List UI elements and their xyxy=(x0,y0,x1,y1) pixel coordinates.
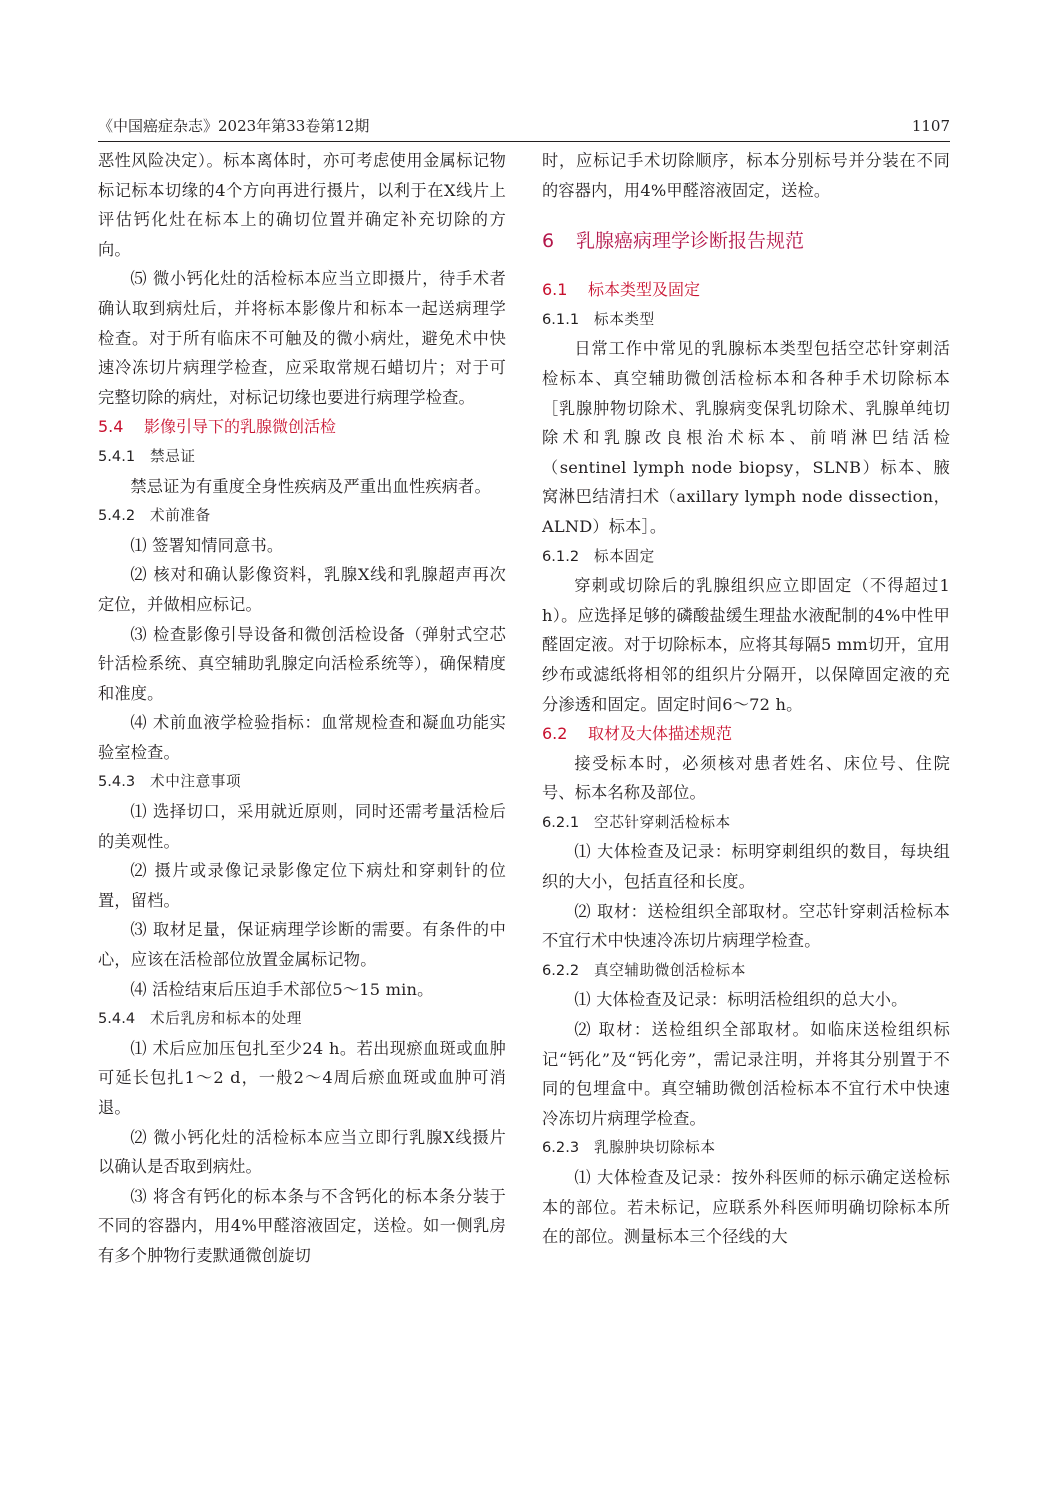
list-item: ⑴ 大体检查及记录：按外科医师的标示确定送检标本的部位。若未标记，应联系外科医师明确切除标本所在的部位。测量标本三个径线的大 xyxy=(542,1168,950,1247)
subsection-heading-5-4-3 xyxy=(98,767,506,797)
header-rule xyxy=(98,141,950,142)
subsection-title: 空芯针穿刺活检标本 xyxy=(594,813,731,831)
subsection-title: 标本固定 xyxy=(594,547,655,565)
subsection-heading-5-4-1 xyxy=(98,442,506,472)
subsection-heading-6-2-1 xyxy=(542,808,950,838)
subsection-number: 5.4.2 xyxy=(98,507,136,525)
subsection-title: 真空辅助微创活检标本 xyxy=(594,961,746,979)
section-title: 影像引导下的乳腺微创活检 xyxy=(144,417,337,437)
paragraph: 时，应标记手术切除顺序，标本分别标号并分装在不同的容器内，用4%甲醛溶液固定，送检。 xyxy=(542,151,950,200)
subsection-title: 术中注意事项 xyxy=(150,773,242,791)
subsection-number: 6.2.1 xyxy=(542,813,580,831)
section-heading-6-2 xyxy=(542,719,950,749)
section-heading-6-1 xyxy=(542,275,950,305)
paragraph: 恶性风险决定）。标本离体时，亦可考虑使用金属标记物标记标本切缘的4个方向再进行摄片，以利于在X线片上评估钙化灶在标本上的确切位置并确定补充切除的方向。 xyxy=(98,151,506,259)
list-item: ⑶ 取材足量，保证病理学诊断的需要。有条件的中心，应该在活检部位放置金属标记物。 xyxy=(98,920,506,970)
section-number: 5.4 xyxy=(98,417,124,437)
subsection-title: 术后乳房和标本的处理 xyxy=(150,1010,302,1028)
paragraph: 接受标本时，必须核对患者姓名、床位号、住院号、标本名称及部位。 xyxy=(542,753,950,803)
subsection-heading-6-1-1 xyxy=(542,305,950,335)
page-number: 1107 xyxy=(911,117,950,135)
subsection-heading-6-1-2 xyxy=(542,542,950,572)
section-number: 6 xyxy=(542,230,555,253)
subsection-title: 禁忌证 xyxy=(150,447,196,465)
subsection-number: 6.2.3 xyxy=(542,1139,580,1157)
list-item: ⑷ 术前血液学检验指标：血常规检查和凝血功能实验室检查。 xyxy=(98,713,506,762)
section-title: 标本类型及固定 xyxy=(588,280,701,300)
list-item: ⑶ 将含有钙化的标本条与不含钙化的标本条分装于不同的容器内，用4%甲醛溶液固定，送检。如一侧乳房有多个肿物行麦默通微创旋切 xyxy=(98,1186,506,1265)
subsection-number: 6.2.2 xyxy=(542,961,580,979)
right-column xyxy=(542,146,950,1252)
list-item: ⑴ 大体检查及记录：标明活检组织的总大小。 xyxy=(574,990,908,1010)
paragraph: ⑸ 微小钙化灶的活检标本应当立即摄片，待手术者确认取到病灶后，并将标本影像片和标本一起送病理学检查。对于所有临床不可触及的微小病灶，避免术中快速冷冻切片病理学检查，应采取常规石蜡切片；对于可完整切除的病灶，对标记切缘也要进行病理学检查。 xyxy=(98,269,506,407)
subsection-title: 术前准备 xyxy=(150,507,211,525)
left-column xyxy=(98,146,506,1271)
subsection-number: 5.4.3 xyxy=(98,773,136,791)
list-item: ⑴ 术后应加压包扎至少24 h。若出现瘀血斑或血肿可延长包扎1～2 d，一般2～4周后瘀血斑或血肿可消退。 xyxy=(98,1038,506,1117)
journal-citation: 《中国癌症杂志》2023年第33卷第12期 xyxy=(98,117,370,135)
list-item: ⑵ 取材：送检组织全部取材。空芯针穿刺活检标本不宜行术中快速冷冻切片病理学检查。 xyxy=(542,901,950,951)
subsection-heading-6-2-2 xyxy=(542,956,950,986)
section-heading-5-4 xyxy=(98,412,506,442)
section-title: 乳腺癌病理学诊断报告规范 xyxy=(576,230,805,253)
subsection-title: 乳腺肿块切除标本 xyxy=(594,1139,716,1157)
list-item: ⑴ 大体检查及记录：标明穿刺组织的数目，每块组织的大小，包括直径和长度。 xyxy=(542,842,950,892)
subsection-heading-5-4-4 xyxy=(98,1004,506,1034)
section-number: 6.1 xyxy=(542,280,568,300)
list-item: ⑵ 微小钙化灶的活检标本应当立即行乳腺X线摄片以确认是否取到病灶。 xyxy=(98,1127,506,1177)
list-item: ⑶ 检查影像引导设备和微创活检设备（弹射式空芯针活检系统、真空辅助乳腺定向活检系统等），确保精度和准度。 xyxy=(98,624,506,703)
paragraph: 禁忌证为有重度全身性疾病及严重出血性疾病者。 xyxy=(130,476,491,496)
subsection-number: 5.4.1 xyxy=(98,447,136,465)
subsection-number: 6.1.2 xyxy=(542,547,580,565)
subsection-title: 标本类型 xyxy=(594,310,655,328)
list-item: ⑴ 签署知情同意书。 xyxy=(130,535,284,555)
subsection-heading-5-4-2 xyxy=(98,501,506,531)
list-item: ⑷ 活检结束后压迫手术部位5～15 min。 xyxy=(130,979,434,999)
running-header xyxy=(98,114,950,138)
section-heading-6 xyxy=(542,225,950,257)
subsection-heading-6-2-3 xyxy=(542,1133,950,1163)
subsection-number: 6.1.1 xyxy=(542,310,580,328)
list-item: ⑵ 取材：送检组织全部取材。如临床送检组织标记“钙化”及“钙化旁”，需记录注明，并将其分别置于不同的包埋盒中。真空辅助微创活检标本不宜行术中快速冷冻切片病理学检查。 xyxy=(542,1020,950,1128)
list-item: ⑵ 摄片或录像记录影像定位下病灶和穿刺针的位置，留档。 xyxy=(98,861,506,910)
list-item: ⑵ 核对和确认影像资料，乳腺X线和乳腺超声再次定位，并做相应标记。 xyxy=(98,565,506,614)
paragraph: 穿刺或切除后的乳腺组织应立即固定（不得超过1 h）。应选择足够的磷酸盐缓生理盐水液配制的4%中性甲醛固定液。对于切除标本，应将其每隔5 mm切开，宜用纱布或滤纸将相邻的组织片分隔开，以保障固定液的充分渗透和固定。固定时间6～72 h。 xyxy=(542,576,950,714)
section-title: 取材及大体描述规范 xyxy=(588,724,733,744)
section-number: 6.2 xyxy=(542,724,568,744)
subsection-number: 5.4.4 xyxy=(98,1010,136,1028)
list-item: ⑴ 选择切口，采用就近原则，同时还需考量活检后的美观性。 xyxy=(98,802,506,851)
paragraph: 日常工作中常见的乳腺标本类型包括空芯针穿刺活检标本、真空辅助微创活检标本和各种手术切除标本［乳腺肿物切除术、乳腺病变保乳切除术、乳腺单纯切除术和乳腺改良根治术标本、前哨淋巴结活检（sentinel lymph node biopsy，SLNB）标本、腋窝淋巴结清扫术（axillary lymph node dissection，ALND）标本］。 xyxy=(542,339,950,536)
